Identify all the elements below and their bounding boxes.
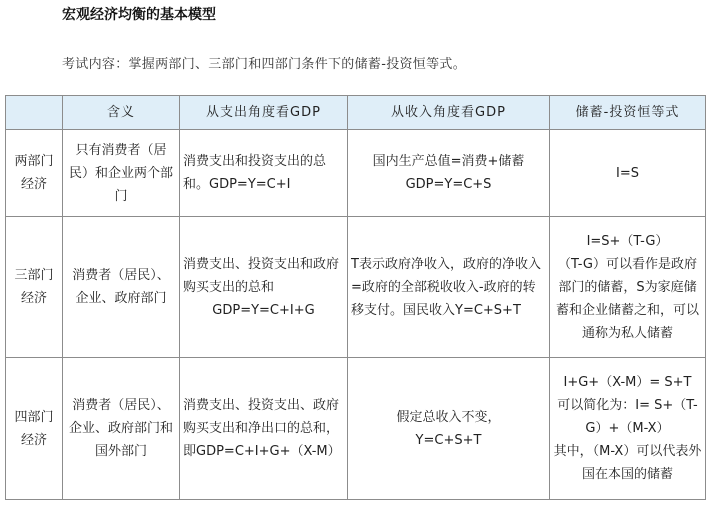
identity-line: I+G+（X-M）= S+T [563, 375, 692, 390]
sector-cell: 三部门经济 [6, 217, 63, 358]
sector-cell: 两部门经济 [6, 130, 63, 217]
identity-line: I=S [616, 165, 639, 181]
table-header-row [6, 96, 706, 130]
expenditure-line: 消费支出、投资支出和政府购买支出的总和 [183, 256, 340, 295]
header-cell-income: 从收入角度看GDP [348, 96, 550, 130]
expenditure-cell [180, 217, 348, 358]
header-cell-meaning: 含义 [63, 96, 180, 130]
meaning-cell: 消费者（居民）、企业、政府部门和国外部门 [63, 358, 180, 500]
expenditure-cell: 消费支出、投资支出、政府购买支出和净出口的总和，即GDP=C+I+G+（X-M） [180, 358, 348, 500]
income-line: Y=C+S+T [415, 432, 482, 448]
page-title: 宏观经济均衡的基本模型 [62, 7, 216, 23]
page-subtitle: 考试内容：掌握两部门、三部门和四部门条件下的储蓄-投资恒等式。 [62, 57, 466, 72]
identity-line: I=S+（T-G） [586, 233, 669, 249]
identity-cell [550, 217, 706, 358]
sector-cell: 四部门经济 [6, 358, 63, 500]
income-cell [348, 130, 550, 217]
income-line: GDP=Y=C+S [405, 177, 492, 192]
identity-line: （T-G）可以看作是政府部门的储蓄，S为家庭储蓄和企业储蓄之和，可以通称为私人储蓄 [555, 256, 699, 341]
table-row [6, 130, 706, 217]
identity-cell [550, 358, 706, 500]
header-cell-expenditure: 从支出角度看GDP [180, 96, 348, 130]
identity-line: 可以简化为：I= S+（T-G）+（M-X） [557, 398, 698, 436]
identity-line: 其中，（M-X）可以代表外国在本国的储蓄 [553, 444, 702, 482]
expenditure-line: GDP=Y=C+I+G [212, 302, 315, 318]
income-cell [348, 358, 550, 500]
meaning-cell: 消费者（居民）、企业、政府部门 [63, 217, 180, 358]
table-row [6, 358, 706, 500]
income-line: 假定总收入不变， [396, 409, 501, 425]
header-cell-sector [6, 96, 63, 130]
identity-cell [550, 130, 706, 217]
income-cell: T表示政府净收入，政府的净收入=政府的全部税收收入-政府的转移支付。国民收入Y=C+S+T [348, 217, 550, 358]
header-cell-identity: 储蓄-投资恒等式 [550, 96, 706, 130]
income-line: 国内生产总值=消费+储蓄 [372, 154, 525, 169]
table-row [6, 217, 706, 358]
meaning-cell: 只有消费者（居民）和企业两个部门 [63, 130, 180, 217]
savings-investment-table [5, 95, 706, 500]
expenditure-cell: 消费支出和投资支出的总和。GDP=Y=C+I [180, 130, 348, 217]
